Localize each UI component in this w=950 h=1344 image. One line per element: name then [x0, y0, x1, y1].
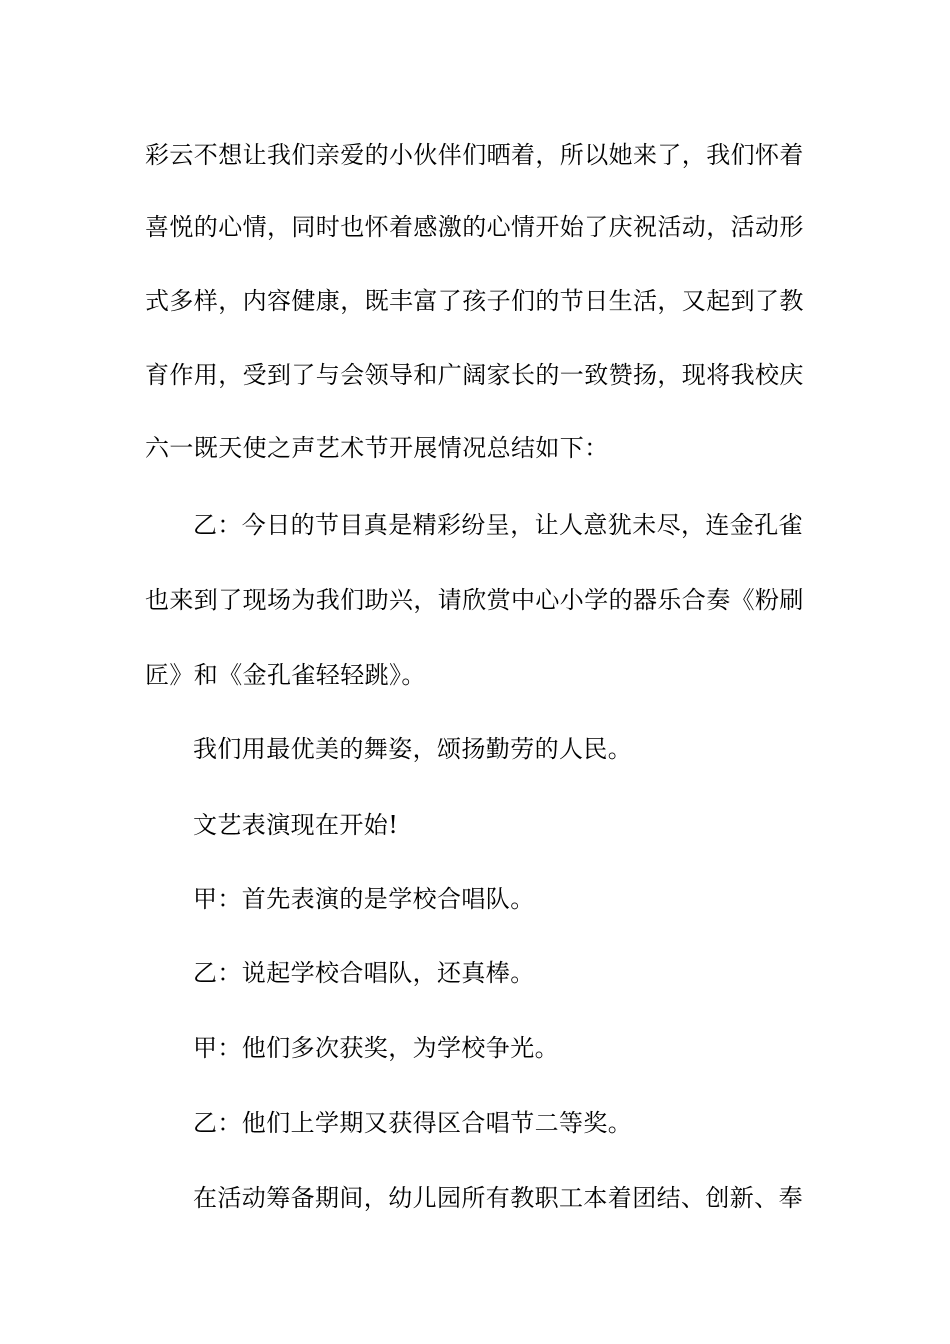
dialogue-line: 乙：他们上学期又获得区合唱节二等奖。 — [193, 1109, 633, 1137]
paragraph-line: 育作用，受到了与会领导和广阔家长的一致赞扬，现将我校庆 — [145, 361, 804, 389]
paragraph-line: 我们用最优美的舞姿，颂扬勤劳的人民。 — [193, 735, 633, 763]
paragraph-line: 式多样，内容健康，既丰富了孩子们的节日生活，又起到了教 — [145, 287, 804, 315]
dialogue-line: 乙：说起学校合唱队，还真棒。 — [193, 959, 535, 987]
paragraph-line: 文艺表演现在开始! — [193, 811, 399, 839]
paragraph-line: 六一既天使之声艺术节开展情况总结如下： — [145, 434, 609, 462]
dialogue-line: 甲：首先表演的是学校合唱队。 — [193, 885, 535, 913]
dialogue-line: 乙：今日的节目真是精彩纷呈，让人意犹未尽，连金孔雀 — [193, 511, 803, 539]
paragraph-line: 也来到了现场为我们助兴，请欣赏中心小学的器乐合奏《粉刷 — [145, 586, 804, 614]
paragraph-line: 匠》和《金孔雀轻轻跳》。 — [145, 661, 426, 689]
paragraph-line: 喜悦的心情，同时也怀着感激的心情开始了庆祝活动，活动形 — [145, 213, 804, 241]
dialogue-line: 甲：他们多次获奖，为学校争光。 — [193, 1034, 559, 1062]
paragraph-line: 在活动筹备期间，幼儿园所有教职工本着团结、创新、奉 — [193, 1184, 803, 1212]
paragraph-line: 彩云不想让我们亲爱的小伙伴们晒着，所以她来了，我们怀着 — [145, 141, 804, 169]
